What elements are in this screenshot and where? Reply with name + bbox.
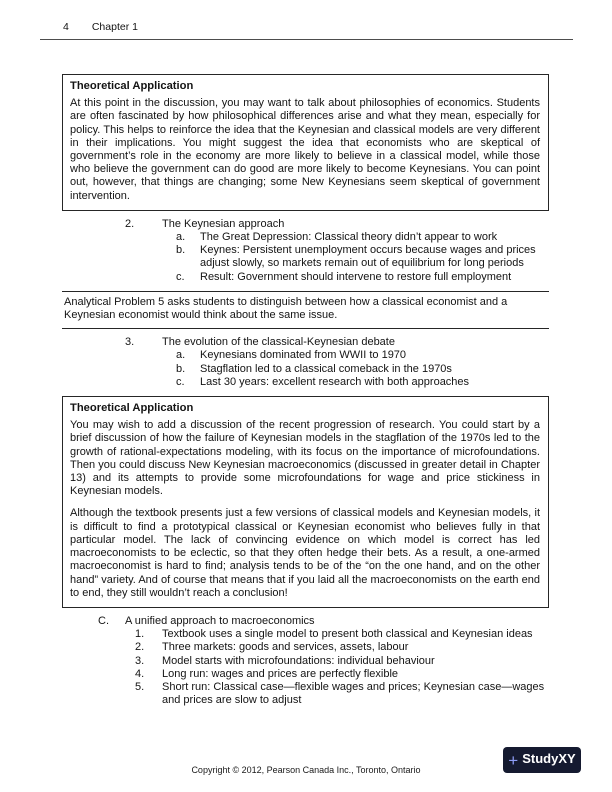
- box-paragraph: Although the textbook presents just a few versions of classical models and Keynesian models, it is difficult to find a prototypical classical or Keynesian economist who believes fully in that particular model. The lack of convincing evidence on which model is correct has led macroeconomists to be eclectic, so that they often hedge their bets. As a result, a one-armed macroeconomist is hard to find; analysis tends to be of the “on the one hand, and on the other hand” variety. And of course that means that if you laid all the macroeconomists on the earth end to end, they still wouldn’t reach a conclusion!: [70, 507, 540, 599]
- list-text: Result: Government should intervene to restore full employment: [200, 270, 512, 283]
- list-marker: a.: [176, 349, 186, 362]
- list-text: Long run: wages and prices are perfectly flexible: [162, 667, 399, 680]
- list-text: The Great Depression: Classical theory didn’t appear to work: [200, 231, 498, 244]
- list-marker: 3.: [135, 654, 145, 667]
- outline-item-3-group: [62, 336, 549, 389]
- list-marker: 4.: [135, 667, 145, 680]
- outline-item-C-group: [62, 615, 549, 707]
- list-text: Three markets: goods and services, assets, labour: [162, 641, 409, 654]
- list-marker: b.: [176, 244, 186, 257]
- list-text: Short run: Classical case—flexible wages and prices; Keynesian case—wages and prices are slow to adjust: [162, 680, 545, 707]
- list-text: Stagflation led to a classical comeback in the 1970s: [200, 362, 452, 375]
- page-header: [63, 21, 138, 34]
- outline-subitem: [135, 655, 549, 668]
- page-number: 4: [63, 21, 69, 33]
- theoretical-application-box-2: [62, 396, 549, 608]
- theoretical-application-box-1: [62, 74, 549, 211]
- list-marker: 5.: [135, 680, 145, 693]
- list-text: Keynes: Persistent unemployment occurs because wages and prices adjust slowly, so markets remain out of equilibrium for long periods: [200, 244, 536, 270]
- outline-item: [125, 218, 549, 231]
- outline-subitem: [176, 244, 549, 270]
- chapter-label: Chapter 1: [91, 21, 138, 33]
- list-text: Textbook uses a single model to present both classical and Keynesian ideas: [162, 628, 533, 641]
- list-marker: C.: [98, 614, 109, 627]
- list-text: Model starts with microfoundations: individual behaviour: [162, 654, 435, 667]
- brand-xy-label: XY: [558, 751, 576, 767]
- list-marker: 2.: [135, 641, 145, 654]
- list-marker: 1.: [135, 628, 145, 641]
- list-marker: 2.: [125, 217, 135, 230]
- box-paragraph: At this point in the discussion, you may want to talk about philosophies of economics. Students are often fascinated by how philosophical differences arise and what they mean, especially for policy. This helps to reinforce the idea that the Keynesian and classical models are very different in their implications. You might suggest the idea that economists who are skeptical of government’s role in the economy are more likely to believe in a classical model, while those who believe the government can do good are more likely to become Keynesians. You can point out, however, that things are changing; some New Keynesians seem skeptical of government intervention.: [70, 97, 540, 202]
- outline-subitem: [176, 349, 549, 362]
- outline-subitem: [176, 271, 549, 284]
- outline-item: [98, 615, 549, 628]
- outline-subitem: [135, 628, 549, 641]
- list-text: The Keynesian approach: [162, 217, 285, 230]
- outline-subitem: [176, 363, 549, 376]
- list-text: Keynesians dominated from WWII to 1970: [200, 349, 407, 362]
- analytical-problem-note: [62, 291, 549, 329]
- list-marker: b.: [176, 362, 186, 375]
- plus-icon: +: [508, 750, 519, 770]
- footer-copyright: Copyright © 2012, Pearson Canada Inc., Toronto, Ontario: [191, 765, 421, 775]
- outline-item: [125, 336, 549, 349]
- outline-subitem: [176, 376, 549, 389]
- list-marker: 3.: [125, 336, 135, 349]
- list-marker: c.: [176, 375, 185, 388]
- outline-item-2-group: [62, 218, 549, 284]
- list-text: The evolution of the classical-Keynesian debate: [162, 336, 395, 349]
- header-divider: [40, 39, 573, 40]
- list-marker: a.: [176, 231, 186, 244]
- outline-subitem: [176, 231, 549, 244]
- brand-study-label: Study: [522, 751, 559, 767]
- box-title: Theoretical Application: [70, 80, 194, 92]
- list-marker: c.: [176, 270, 185, 283]
- outline-subitem: [135, 641, 549, 654]
- outline-subitem: [135, 668, 549, 681]
- list-text: Last 30 years: excellent research with both approaches: [200, 375, 470, 388]
- outline-subitem: [135, 681, 549, 707]
- box-paragraph: You may wish to add a discussion of the recent progression of research. You could start by a brief discussion of how the failure of Keynesian models in the stagflation of the 1970s led to the growth of rational-expectations modeling, with its focus on the importance of microfoundations. Then you could discuss New Keynesian macroeconomics (discussed in greater detail in Chapter 13) and its attempts to provide some microfoundations for wage and price stickiness in Keynesian models.: [70, 419, 540, 498]
- note-text: Analytical Problem 5 asks students to distinguish between how a classical economist and a Keynesian economist would think about the same issue.: [64, 295, 508, 322]
- page-content: [62, 74, 549, 707]
- box-title: Theoretical Application: [70, 402, 194, 415]
- list-text: A unified approach to macroeconomics: [125, 614, 315, 627]
